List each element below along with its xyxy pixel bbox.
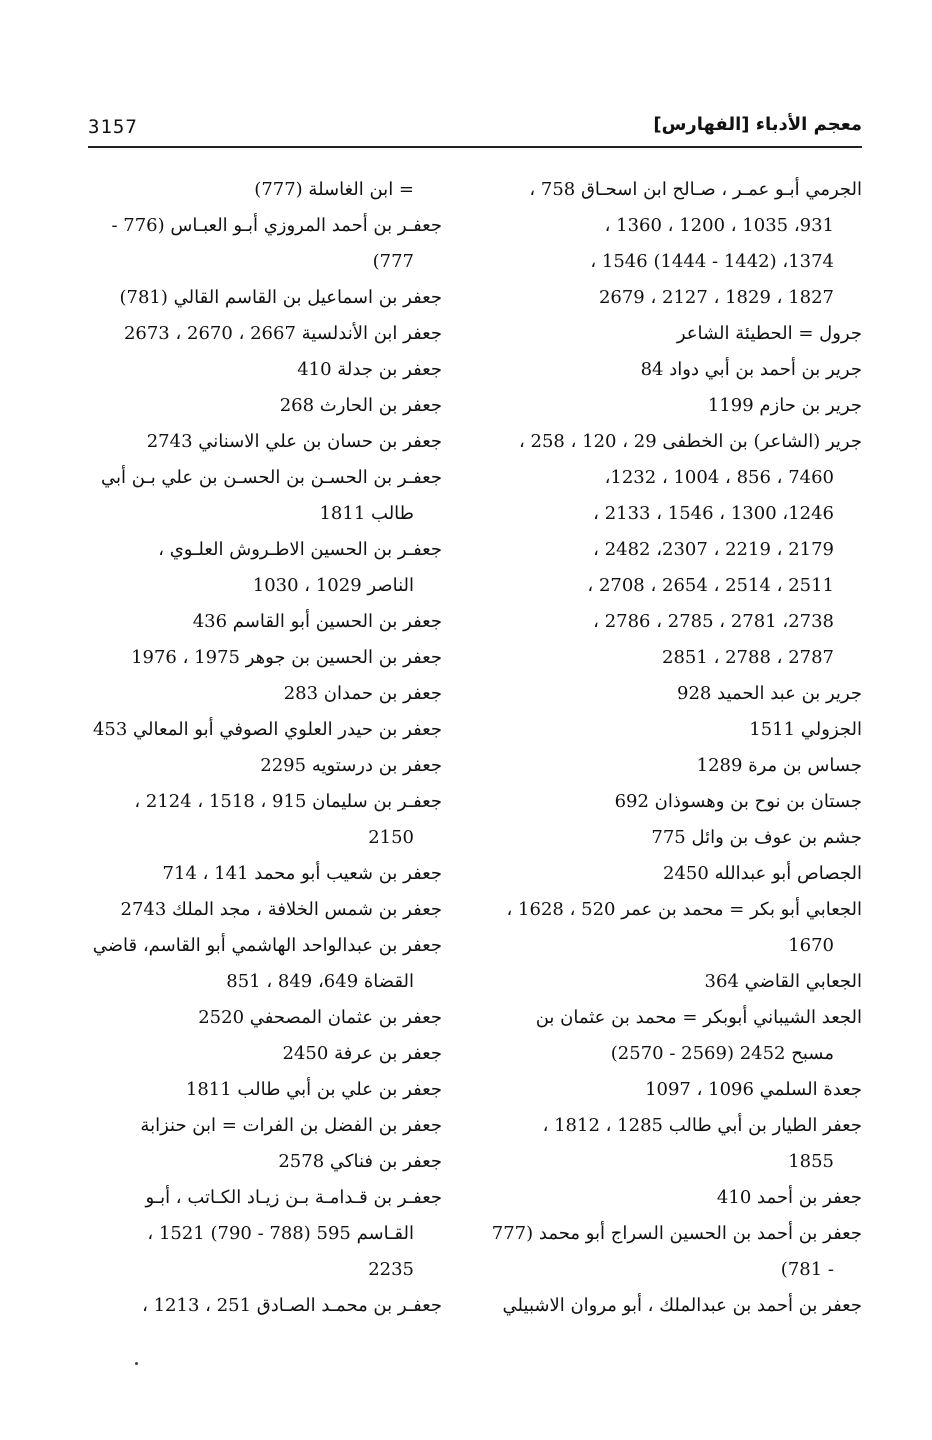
index-entry-line: جعفـر بن سليمان 915 ، 1518 ، 2124 ، — [134, 791, 442, 812]
index-entry-line: - 781) — [780, 1259, 834, 1280]
index-entry-line: الجزولي 1511 — [749, 719, 862, 740]
index-entry-line: جعفر بن عرفة 2450 — [282, 1043, 442, 1064]
index-entry-line: 931، 1035 ، 1200 ، 1360 ، — [604, 215, 834, 236]
index-entry-line: الجصاص أبو عبدالله 2450 — [663, 863, 862, 884]
index-entry-line: جرير (الشاعر) بن الخطفى 29 ، 120 ، 258 ، — [518, 431, 862, 452]
index-entry-line: جعفر بن اسماعيل بن القاسم القالي (781) — [119, 287, 442, 308]
index-entry-line: الجرمي أبـو عمـر ، صـالح ابن اسحـاق 758 ، — [529, 179, 862, 200]
index-entry-line: 1827 ، 1829 ، 2127 ، 2679 — [598, 287, 834, 308]
index-entry-line: جعفر بن أحمد بن الحسين السراج أبو محمد (777 — [491, 1223, 862, 1244]
index-entry-line: جعفر بن عبدالواحد الهاشمي أبو القاسم، قاضي — [92, 935, 442, 956]
index-entry-line: 1246، 1300 ، 1546 ، 2133 ، — [593, 503, 834, 524]
index-entry-line: جساس بن مرة 1289 — [696, 755, 862, 776]
index-entry-line: 2511 ، 2514 ، 2654 ، 2708 ، — [587, 575, 834, 596]
index-entry-line: 2787 ، 2788 ، 2851 — [662, 647, 834, 668]
running-title: معجم الأدباء [الفهارس] — [653, 114, 862, 135]
index-entry-line: جرير بن حازم 1199 — [707, 395, 862, 416]
index-entry-line: جعفـر بن الحسين الاطـروش العلـوي ، — [158, 539, 442, 560]
index-entry-line: جعفر بن علي بن أبي طالب 1811 — [185, 1079, 442, 1100]
index-entry-line: الجعد الشيباني أبوبكر = محمد بن عثمان بن — [535, 1007, 862, 1028]
index-entry-line: جعفر بن حيدر العلوي الصوفي أبو المعالي 453 — [92, 719, 442, 740]
index-entry-line: جعفر بن عثمان المصحفي 2520 — [198, 1007, 442, 1028]
index-entry-line: القـاسم 595 (788 - 790) 1521 ، — [147, 1223, 414, 1244]
index-entry-line: جعفر بن أحمد بن عبدالملك ، أبو مروان الاشبيلي — [502, 1295, 862, 1316]
index-entry-line: جرير بن عبد الحميد 928 — [677, 683, 862, 704]
index-entry-line: جعفـر بن الحسـن بن الحسـن بن علي بـن أبي — [100, 467, 442, 488]
index-entry-line: جعفر بن شعيب أبو محمد 141 ، 714 — [162, 863, 442, 884]
index-entry-line: جعفر بن الحسين بن جوهر 1975 ، 1976 — [131, 647, 442, 668]
index-entry-line: 2150 — [368, 827, 414, 848]
ink-speck — [135, 1362, 138, 1365]
index-entry-line: جرول = الحطيئة الشاعر — [676, 323, 862, 344]
index-entry-line: جعفـر بن قـدامـة بـن زيـاد الكـاتب ، أبـو — [145, 1187, 442, 1208]
index-entry-line: القضاة 649، 849 ، 851 — [226, 971, 414, 992]
index-entry-line: جعفر بن الفضل بن الفرات = ابن حنزابة — [140, 1115, 442, 1136]
index-entry-line: جشم بن عوف بن وائل 775 — [651, 827, 862, 848]
index-entry-line: جستان بن نوح بن وهسوذان 692 — [614, 791, 862, 812]
index-entry-line: جرير بن أحمد بن أبي دواد 84 — [640, 359, 862, 380]
index-entry-line: مسبح 2452 (2569 - 2570) — [610, 1043, 834, 1064]
index-entry-line: الجعابي أبو بكر = محمد بن عمر 520 ، 1628 ، — [506, 899, 862, 920]
page-number: 3157 — [88, 116, 138, 138]
index-entry-line: الناصر 1029 ، 1030 — [252, 575, 414, 596]
index-entry-line: 7460 ، 856 ، 1004 ، 1232، — [604, 467, 834, 488]
page-header — [88, 112, 862, 148]
index-entry-line: 1670 — [788, 935, 834, 956]
index-entry-line: جعفـر بن محمـد الصـادق 251 ، 1213 ، — [142, 1295, 442, 1316]
index-entry-line: جعفر بن درستويه 2295 — [260, 755, 442, 776]
index-entry-line: جعفر ابن الأندلسية 2667 ، 2670 ، 2673 — [123, 323, 442, 344]
index-entry-line: جعدة السلمي 1096 ، 1097 — [645, 1079, 862, 1100]
index-entry-line: 2179 ، 2219 ، 2307، 2482 ، — [593, 539, 834, 560]
index-entry-line: جعفر بن جدلة 410 — [297, 359, 442, 380]
index-entry-line: طالب 1811 — [319, 503, 414, 524]
index-entry-line: جعفر بن أحمد 410 — [716, 1187, 862, 1208]
index-entry-line: 1374، (1442 - 1444) 1546 ، — [590, 251, 834, 272]
index-entry-line: جعفـر بن أحمد المروزي أبـو العبـاس (776 - — [111, 215, 442, 236]
index-entry-line: جعفر بن الحارث 268 — [279, 395, 442, 416]
index-entry-line: جعفر بن الحسين أبو القاسم 436 — [192, 611, 442, 632]
index-entry-line: جعفر بن حسان بن علي الاسناني 2743 — [146, 431, 442, 452]
index-entry-line: جعفر بن شمس الخلافة ، مجد الملك 2743 — [120, 899, 442, 920]
index-column-left — [70, 172, 442, 1324]
index-entry-line: جعفر بن فناكي 2578 — [278, 1151, 442, 1172]
index-entry-line: 2738، 2781 ، 2785 ، 2786 ، — [593, 611, 834, 632]
index-entry-line: 2235 — [368, 1259, 414, 1280]
index-column-right — [462, 172, 862, 1324]
index-entry-line: الجعابي القاضي 364 — [704, 971, 862, 992]
index-entry-line: 777) — [372, 251, 414, 272]
index-entry-line: 1855 — [788, 1151, 834, 1172]
index-entry-line: جعفر بن حمدان 283 — [283, 683, 442, 704]
index-entry-line: = ابن الغاسلة (777) — [254, 179, 414, 200]
index-entry-line: جعفر الطيار بن أبي طالب 1285 ، 1812 ، — [542, 1115, 862, 1136]
